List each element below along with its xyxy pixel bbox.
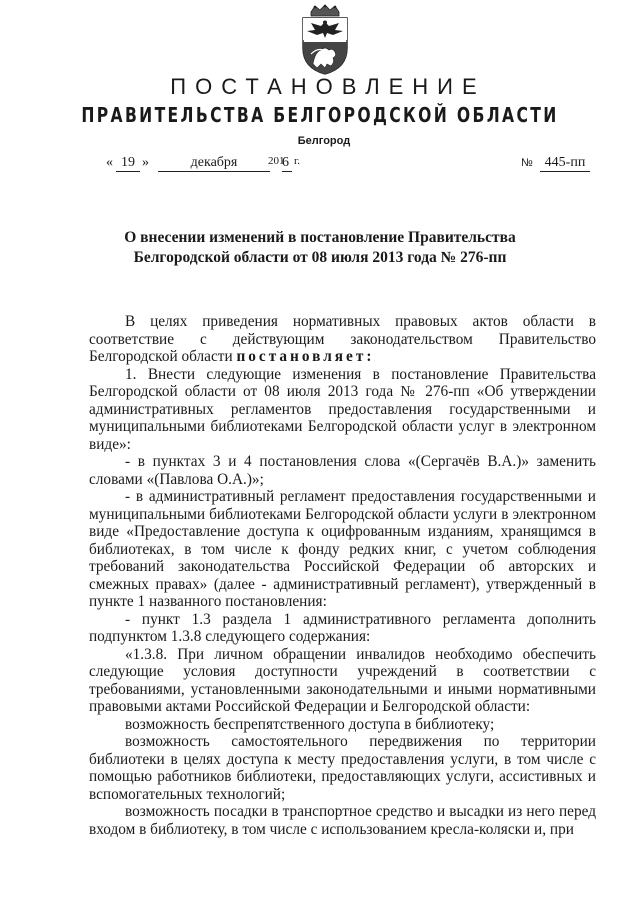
body-paragraph: - в пунктах 3 и 4 постановления слова «(Сергачёв В.А.)» заменить словами «(Павлова О.А.)»; bbox=[89, 453, 596, 488]
heading-line: О внесении изменений в постановление Правительства bbox=[124, 229, 516, 246]
intro-paragraph bbox=[89, 313, 596, 366]
intro-verb: постановляет: bbox=[236, 348, 375, 365]
body-paragraph: возможность самостоятельного передвижения по территории библиотеки в целях доступа к месту предоставления услуги, в том числе с помощью работников библиотеки, предоставляющих услуги, ассистивных и вспомогательных технологий; bbox=[89, 733, 596, 803]
intro-text: В целях приведения нормативных правовых актов области в соответствие с действующим законодательством Правительство Белгородской области bbox=[89, 313, 596, 365]
body-paragraph: возможность беспрепятственного доступа в библиотеку; bbox=[125, 715, 495, 733]
date-month: декабря bbox=[158, 155, 270, 172]
date-year-suffix: 6 bbox=[282, 155, 292, 172]
date-year-unit: г. bbox=[294, 155, 301, 167]
issuer-title: ПРАВИТЕЛЬСТВА БЕЛГОРОДСКОЙ ОБЛАСТИ bbox=[81, 103, 559, 127]
body-paragraph: возможность посадки в транспортное средство и высадки из него перед входом в библиотеку, в том числе с использованием кресла-коляски и, при bbox=[89, 803, 596, 838]
body-paragraph: «1.3.8. При личном обращении инвалидов необходимо обеспечить следующие условия доступности учреждений в соответствии с требованиями, установленными законодательными и иными нормативными правовыми актами Российской Федерации и Белгородской области: bbox=[89, 645, 596, 715]
body-paragraph: - в административный регламент предоставления государственными и муниципальными библиотеками Белгородской области услуги в электронном виде «Предоставление доступа к оцифрованным изданиям, хранящимся в библиотеках, в том числе к фонду редких книг, с учетом соблюдения требований законодательства Российской Федерации об авторских и смежных правах» (далее - административный регламент), утвержденный в пункте 1 названного постановления: bbox=[89, 488, 596, 610]
date-year-prefix: 201 bbox=[268, 155, 285, 167]
document-heading bbox=[0, 228, 640, 268]
document-number: 445-пп bbox=[540, 155, 590, 172]
city-label: Белгород bbox=[297, 135, 351, 147]
heading-line: Белгородской области от 08 июля 2013 года № 276-пп bbox=[133, 249, 507, 266]
document-type-title: ПОСТАНОВЛЕНИЕ bbox=[170, 74, 486, 99]
document-body bbox=[89, 313, 596, 838]
date-open-quote: « bbox=[106, 155, 113, 170]
coat-of-arms-icon bbox=[297, 4, 353, 76]
body-paragraph: 1. Внести следующие изменения в постановление Правительства Белгородской области от 08 июля 2013 года № 276-пп «Об утверждении административных регламентов предоставления государственными и муниципальными библиотеками Белгородской области услуг в электронном виде»: bbox=[89, 365, 596, 453]
number-mark: № bbox=[521, 157, 533, 169]
body-paragraph: - пункт 1.3 раздела 1 административного регламента дополнить подпунктом 1.3.8 следующего содержания: bbox=[89, 610, 596, 645]
date-day: 19 bbox=[116, 155, 140, 172]
date-close-quote: » bbox=[142, 155, 149, 170]
